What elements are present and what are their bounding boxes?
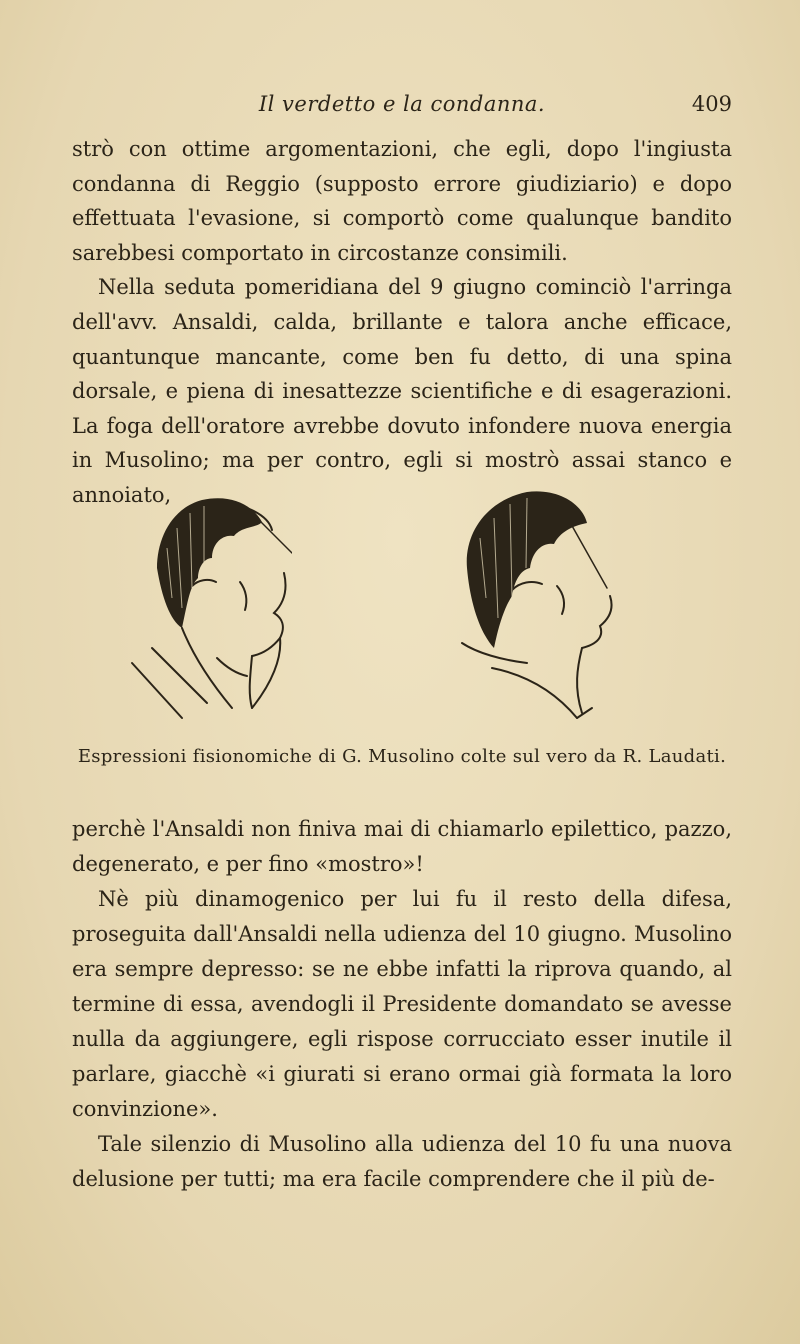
running-title: Il verdetto e la condanna. [258,92,546,116]
paragraph: Nè più dinamogenico per lui fu il resto della difesa, proseguita dall'Ansaldi nella udienza del 10 giugno. Musolino era sempre depresso: se ne ebbe infatti la riprova quando, al termine di essa, avendogli il Presidente domandato se avesse nulla da aggiungere, egli rispose corrucciato esser inutile il parlare, giacchè «i giurati si erano ormai già formata la loro convinzione». [72,887,732,1121]
portrait-sketch-left [112,478,292,738]
paragraph: strò con ottime argomentazioni, che egli, dopo l'ingiusta condanna di Reggio (supposto errore giudiziario) e dopo effettuata l'evasione, si comportò come qualunque bandito sarebbesi comportato in circostanze consimili. [72,137,732,265]
page-header [72,92,732,124]
page-number: 409 [691,92,732,116]
illustration [72,478,732,778]
text-block-bottom [72,812,732,1197]
figure-caption: Espressioni fisionomiche di G. Musolino colte sul vero da R. Laudati. [77,746,727,767]
paragraph: perchè l'Ansaldi non finiva mai di chiamarlo epilettico, pazzo, degenerato, e per fino «mostro»! [72,817,732,876]
paragraph: Nella seduta pomeridiana del 9 giugno cominciò l'arringa dell'avv. Ansaldi, calda, brillante e talora anche efficace, quantunque mancante, come ben fu detto, di una spina dorsale, e piena di inesattezze scientifiche e di esagerazioni. La foga dell'oratore avrebbe dovuto infondere nuova energia in Musolino; ma per contro, egli si mostrò assai stanco e annoiato, [72,275,732,507]
paragraph: Tale silenzio di Musolino alla udienza del 10 fu una nuova delusione per tutti; ma era facile comprendere che il più de- [72,1132,732,1191]
text-block-top [72,132,732,513]
portrait-sketch-right [432,478,622,738]
